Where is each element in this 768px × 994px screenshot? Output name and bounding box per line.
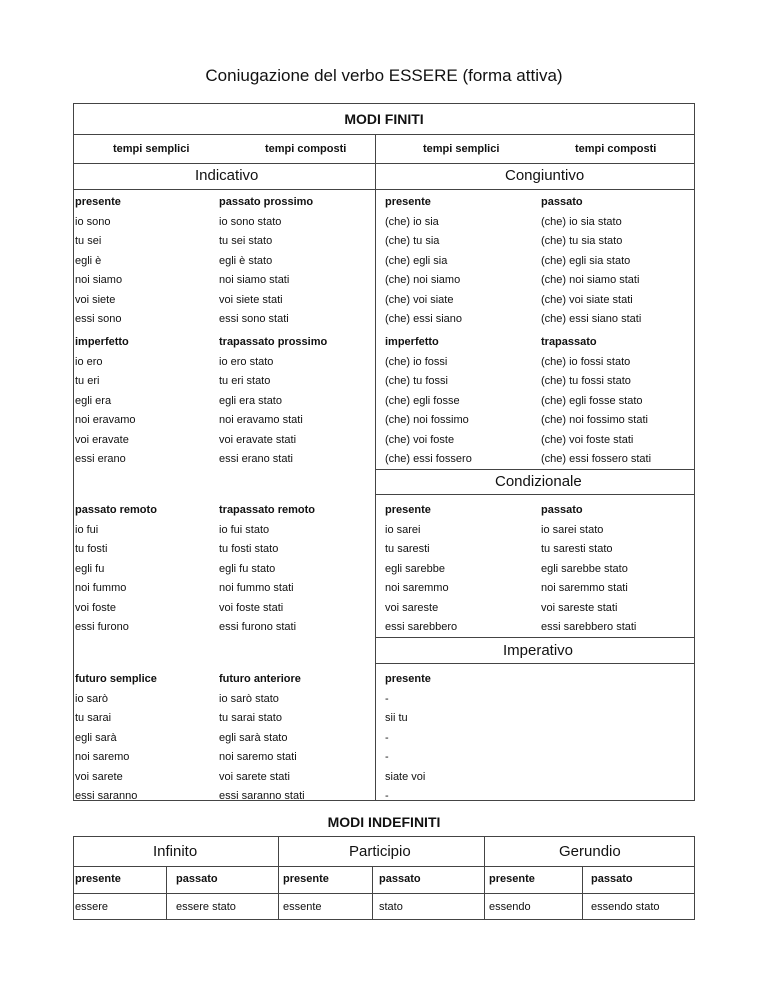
indicativo-heading: Indicativo bbox=[195, 167, 259, 184]
verb-form: (che) essi fossero stati bbox=[541, 453, 652, 465]
verb-form: essi sarebbero bbox=[385, 621, 458, 633]
verb-form: tu sei bbox=[75, 235, 102, 247]
verb-form: egli sarà bbox=[75, 731, 117, 744]
verb-form: essi sono bbox=[75, 313, 122, 325]
verb-form: io sarò bbox=[75, 692, 109, 705]
conjugation-row bbox=[73, 578, 695, 598]
participio-presente-header: presente bbox=[283, 873, 329, 885]
conjugation-row bbox=[73, 747, 695, 767]
infinito-heading: Infinito bbox=[153, 843, 198, 860]
verb-form: tu sarai bbox=[75, 712, 112, 724]
conjugation-row bbox=[73, 352, 695, 372]
verb-form: (che) tu fossi bbox=[385, 375, 448, 387]
verb-form: (che) io fossi bbox=[385, 355, 448, 368]
verb-form: voi foste bbox=[75, 601, 116, 614]
tense-name: passato bbox=[541, 196, 583, 208]
verb-form: (che) noi siamo stati bbox=[541, 274, 640, 286]
verb-form: voi siete stati bbox=[219, 293, 283, 306]
tempi-composti-label: tempi composti bbox=[265, 143, 347, 155]
verb-form: noi siamo bbox=[75, 274, 123, 286]
verb-form: io fui bbox=[75, 523, 99, 536]
verb-form: essi furono bbox=[75, 621, 129, 633]
verb-form: - bbox=[385, 790, 389, 802]
tense-name: trapassato remoto bbox=[219, 504, 315, 516]
conjugation-row bbox=[73, 520, 695, 540]
tense-header-row bbox=[73, 500, 695, 520]
tense-name: passato prossimo bbox=[219, 196, 314, 208]
verb-form: voi eravate bbox=[75, 433, 129, 446]
conjugation-row bbox=[73, 430, 695, 450]
tense-name: imperfetto bbox=[385, 336, 439, 348]
tense-name: futuro anteriore bbox=[219, 673, 301, 685]
verb-form: essi saranno stati bbox=[219, 790, 305, 802]
verb-form: io sono bbox=[75, 215, 111, 228]
verb-form: (che) voi foste stati bbox=[541, 433, 634, 446]
participio-presente-value: essente bbox=[283, 901, 322, 913]
conjugation-row bbox=[73, 231, 695, 251]
conjugation-row bbox=[73, 410, 695, 430]
gerundio-presente-header: presente bbox=[489, 873, 535, 885]
verb-form: essi furono stati bbox=[219, 621, 297, 633]
verb-form: (che) io sia bbox=[385, 215, 439, 228]
conjugation-row bbox=[73, 449, 695, 469]
verb-form: siate voi bbox=[385, 770, 426, 783]
verb-form: io fui stato bbox=[219, 523, 270, 536]
verb-form: noi fummo stati bbox=[219, 582, 294, 594]
conjugation-row bbox=[73, 689, 695, 709]
verb-form: io ero stato bbox=[219, 355, 274, 368]
verb-form: egli è bbox=[75, 254, 102, 267]
verb-form: noi siamo stati bbox=[219, 274, 290, 286]
verb-form: voi sareste bbox=[385, 601, 439, 614]
conjugation-row bbox=[73, 617, 695, 637]
tense-name: presente bbox=[385, 196, 431, 208]
verb-form: (che) essi siano bbox=[385, 313, 463, 325]
verb-form: - bbox=[385, 692, 389, 705]
verb-form: voi siete bbox=[75, 293, 116, 306]
conjugation-row bbox=[73, 786, 695, 806]
participio-heading: Participio bbox=[349, 843, 411, 860]
verb-form: egli era bbox=[75, 394, 112, 407]
tense-header-row bbox=[73, 332, 695, 352]
verb-form: (che) noi fossimo bbox=[385, 414, 469, 426]
verb-form: egli è stato bbox=[219, 254, 273, 267]
verb-form: essi sarebbero stati bbox=[541, 621, 637, 633]
verb-form: - bbox=[385, 751, 389, 763]
verb-form: (che) egli sia bbox=[385, 254, 448, 267]
tempi-semplici-label: tempi semplici bbox=[423, 143, 500, 155]
verb-form: (che) essi siano stati bbox=[541, 313, 642, 325]
participio-passato-value: stato bbox=[379, 901, 403, 913]
verb-form: noi eravamo bbox=[75, 414, 136, 426]
verb-form: egli sarebbe stato bbox=[541, 562, 628, 575]
infinito-passato-value: essere stato bbox=[176, 901, 236, 913]
gerundio-heading: Gerundio bbox=[559, 843, 621, 860]
verb-form: egli sarà stato bbox=[219, 731, 288, 744]
conjugation-row bbox=[73, 559, 695, 579]
verb-form: (che) egli fosse stato bbox=[541, 394, 643, 407]
conjugation-row bbox=[73, 251, 695, 271]
condizionale-heading: Condizionale bbox=[495, 473, 582, 490]
tense-name: presente bbox=[75, 196, 121, 208]
verb-form: noi saremmo bbox=[385, 582, 449, 594]
conjugation-row bbox=[73, 212, 695, 232]
tense-header-row bbox=[73, 192, 695, 212]
imperativo-heading: Imperativo bbox=[503, 642, 574, 659]
verb-form: egli fu bbox=[75, 562, 105, 575]
infinito-presente-header: presente bbox=[75, 873, 121, 885]
tense-name: passato bbox=[541, 504, 583, 516]
verb-form: tu sarai stato bbox=[219, 712, 282, 724]
verb-form: (che) voi siate bbox=[385, 293, 454, 306]
indefiniti-header-row bbox=[73, 869, 695, 889]
verb-form: io sarei bbox=[385, 523, 421, 536]
verb-form: voi sarete stati bbox=[219, 770, 290, 783]
verb-form: - bbox=[385, 731, 389, 744]
tense-name: trapassato bbox=[541, 336, 597, 348]
infinito-presente-value: essere bbox=[75, 901, 109, 913]
verb-form: io ero bbox=[75, 355, 103, 368]
verb-form: (che) egli sia stato bbox=[541, 254, 631, 267]
verb-form: tu fosti stato bbox=[219, 543, 279, 555]
verb-form: (che) noi fossimo stati bbox=[541, 414, 648, 426]
verb-form: (che) noi siamo bbox=[385, 274, 461, 286]
verb-form: noi saremmo stati bbox=[541, 582, 628, 594]
verb-form: (che) voi siate stati bbox=[541, 293, 633, 306]
page-title: Coniugazione del verbo ESSERE (forma attiva) bbox=[205, 66, 563, 85]
verb-form: sii tu bbox=[385, 712, 408, 724]
conjugation-row bbox=[73, 290, 695, 310]
verb-form: egli sarebbe bbox=[385, 562, 445, 575]
verb-form: (che) voi foste bbox=[385, 433, 455, 446]
verb-form: tu fosti bbox=[75, 543, 108, 555]
conjugation-row bbox=[73, 270, 695, 290]
verb-form: voi eravate stati bbox=[219, 433, 297, 446]
congiuntivo-heading: Congiuntivo bbox=[505, 167, 585, 184]
verb-form: io sarò stato bbox=[219, 692, 279, 705]
verb-form: voi foste stati bbox=[219, 601, 284, 614]
tense-name: trapassato prossimo bbox=[219, 336, 328, 348]
verb-form: noi saremo bbox=[75, 751, 130, 763]
gerundio-passato-value: essendo stato bbox=[591, 901, 660, 913]
verb-form: io sarei stato bbox=[541, 523, 604, 536]
verb-form: voi sareste stati bbox=[541, 601, 618, 614]
verb-form: tu sei stato bbox=[219, 235, 273, 247]
tense-header-row bbox=[73, 669, 695, 689]
participio-passato-header: passato bbox=[379, 873, 421, 885]
modi-finiti-header: MODI FINITI bbox=[344, 111, 424, 127]
indefiniti-value-row bbox=[73, 897, 695, 917]
verb-form: egli era stato bbox=[219, 394, 282, 407]
gerundio-presente-value: essendo bbox=[489, 901, 531, 913]
modi-indefiniti-header: MODI INDEFINITI bbox=[327, 814, 441, 830]
conjugation-row bbox=[73, 309, 695, 329]
verb-form: (che) egli fosse bbox=[385, 394, 460, 407]
tense-name: futuro semplice bbox=[75, 673, 157, 685]
verb-form: (che) tu sia stato bbox=[541, 235, 623, 247]
conjugation-row bbox=[73, 598, 695, 618]
verb-form: (che) tu sia bbox=[385, 235, 440, 247]
verb-form: voi sarete bbox=[75, 770, 123, 783]
conjugation-row bbox=[73, 391, 695, 411]
verb-form: (che) essi fossero bbox=[385, 453, 472, 465]
verb-form: essi erano bbox=[75, 453, 126, 465]
verb-form: noi saremo stati bbox=[219, 751, 297, 763]
verb-form: tu eri stato bbox=[219, 375, 271, 387]
verb-form: io sono stato bbox=[219, 215, 282, 228]
verb-form: essi saranno bbox=[75, 790, 138, 802]
tense-name: presente bbox=[385, 673, 431, 685]
verb-form: noi eravamo stati bbox=[219, 414, 303, 426]
tempi-composti-label: tempi composti bbox=[575, 143, 657, 155]
tense-name: imperfetto bbox=[75, 336, 129, 348]
conjugation-row bbox=[73, 767, 695, 787]
verb-form: (che) tu fossi stato bbox=[541, 375, 631, 387]
conjugation-row bbox=[73, 708, 695, 728]
tempi-subheader-row bbox=[73, 139, 695, 159]
verb-form: (che) io fossi stato bbox=[541, 355, 631, 368]
verb-form: tu saresti stato bbox=[541, 543, 613, 555]
conjugation-row bbox=[73, 539, 695, 559]
verb-form: tu eri bbox=[75, 375, 100, 387]
verb-form: essi sono stati bbox=[219, 313, 289, 325]
verb-form: (che) io sia stato bbox=[541, 215, 622, 228]
verb-form: tu saresti bbox=[385, 543, 430, 555]
verb-form: noi fummo bbox=[75, 582, 127, 594]
gerundio-passato-header: passato bbox=[591, 873, 633, 885]
tempi-semplici-label: tempi semplici bbox=[113, 143, 190, 155]
conjugation-row bbox=[73, 728, 695, 748]
verb-form: egli fu stato bbox=[219, 562, 276, 575]
verb-form: essi erano stati bbox=[219, 453, 293, 465]
tense-name: passato remoto bbox=[75, 504, 157, 516]
tense-name: presente bbox=[385, 504, 431, 516]
infinito-passato-header: passato bbox=[176, 873, 218, 885]
conjugation-row bbox=[73, 371, 695, 391]
